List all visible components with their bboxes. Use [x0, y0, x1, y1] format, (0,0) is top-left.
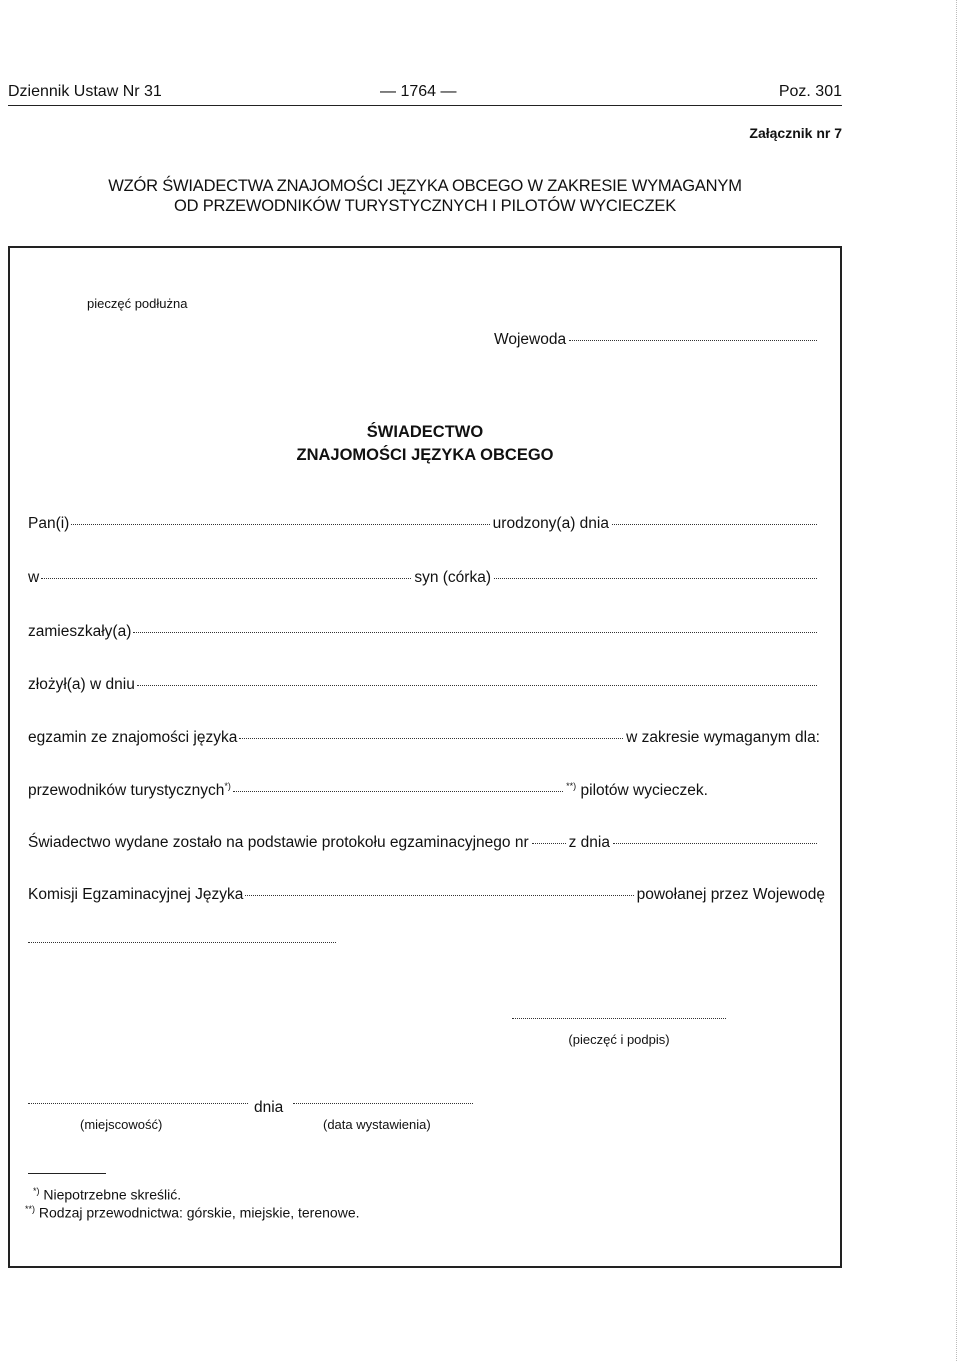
residence-field[interactable] [133, 632, 817, 633]
exam-label: egzamin ze znajomości języka [28, 729, 238, 746]
birthplace-line [28, 569, 820, 587]
exam-date-field[interactable] [137, 685, 817, 686]
certificate-title: ŚWIADECTWO [366, 423, 484, 441]
name-line [28, 515, 820, 533]
footnote-1 [33, 1186, 181, 1203]
page-number: — 1764 — [380, 83, 457, 100]
commission-line [28, 886, 825, 904]
language-field[interactable] [239, 738, 623, 739]
voivode-field[interactable] [569, 340, 817, 341]
annex-label: Załącznik nr 7 [749, 125, 842, 141]
document-title-line-1: WZÓR ŚWIADECTWA ZNAJOMOŚCI JĘZYKA OBCEGO W ZAKRESIE WYMAGANYM [108, 177, 742, 195]
in-label: w [28, 569, 40, 586]
certificate-form-frame [8, 246, 842, 1268]
certificate-subtitle: ZNAJOMOŚCI JĘZYKA OBCEGO [296, 446, 554, 464]
footnote-2-mark: **) [25, 1204, 36, 1214]
footnote-ref-2: **) [566, 781, 577, 791]
guides-label: przewodników turystycznych*) [28, 781, 231, 800]
document-title-line-2: OD PRZEWODNIKÓW TURYSTYCZNYCH I PILOTÓW WYCIECZEK [173, 197, 677, 215]
place-caption: (miejscowość) [80, 1117, 163, 1132]
pan-label: Pan(i) [28, 515, 70, 532]
protocol-number-field[interactable] [532, 843, 566, 844]
language-line [28, 729, 820, 747]
voivode-name-field[interactable] [28, 942, 336, 943]
issued-label: Świadectwo wydane zostało na podstawie protokołu egzaminacyjnego nr [28, 834, 529, 851]
stamp-label: pieczęć podłużna [87, 296, 188, 311]
signature-field[interactable] [512, 1018, 726, 1019]
exam-date-line [28, 676, 820, 694]
parents-field[interactable] [494, 578, 817, 579]
issue-date-caption: (data wystawienia) [323, 1117, 431, 1132]
footnote-1-text: Niepotrzebne skreślić. [43, 1186, 182, 1203]
guide-type-field[interactable] [233, 791, 563, 792]
footnote-rule [28, 1173, 106, 1174]
passed-label: złożył(a) w dniu [28, 676, 135, 693]
scan-edge [956, 0, 957, 1361]
commission-label: Komisji Egzaminacyjnej Języka [28, 886, 244, 903]
birth-date-field[interactable] [612, 524, 817, 525]
birthplace-field[interactable] [41, 578, 411, 579]
son-label: syn (córka) [414, 569, 491, 586]
footnote-2 [25, 1204, 360, 1221]
voivode-label: Wojewoda [494, 331, 567, 348]
guide-type-line [28, 781, 708, 800]
header-rule [8, 105, 842, 106]
place-field[interactable] [28, 1103, 248, 1104]
dnia-label: dnia [254, 1099, 284, 1116]
protocol-date-field[interactable] [613, 843, 817, 844]
footnote-1-mark: *) [33, 1186, 40, 1196]
position-number: Poz. 301 [778, 83, 842, 100]
name-field[interactable] [71, 524, 489, 525]
voivode-line [494, 331, 820, 349]
issue-date-field[interactable] [293, 1103, 473, 1104]
pilots-label: **) pilotów wycieczek. [566, 781, 708, 800]
date-label: z dnia [568, 834, 610, 851]
footnote-ref-1: *) [224, 781, 231, 791]
footnote-2-text: Rodzaj przewodnictwa: górskie, miejskie, terenowe. [38, 1204, 360, 1221]
seal-signature-label: (pieczęć i podpis) [568, 1032, 670, 1047]
protocol-line [28, 834, 820, 852]
residence-line [28, 623, 820, 641]
appointed-label: powołanej przez Wojewodę [636, 886, 825, 903]
scope-label: w zakresie wymaganym dla: [626, 729, 820, 746]
residing-label: zamieszkały(a) [28, 623, 132, 640]
born-label: urodzony(a) dnia [492, 515, 609, 532]
journal-name: Dziennik Ustaw Nr 31 [8, 83, 162, 100]
commission-field[interactable] [245, 895, 633, 896]
